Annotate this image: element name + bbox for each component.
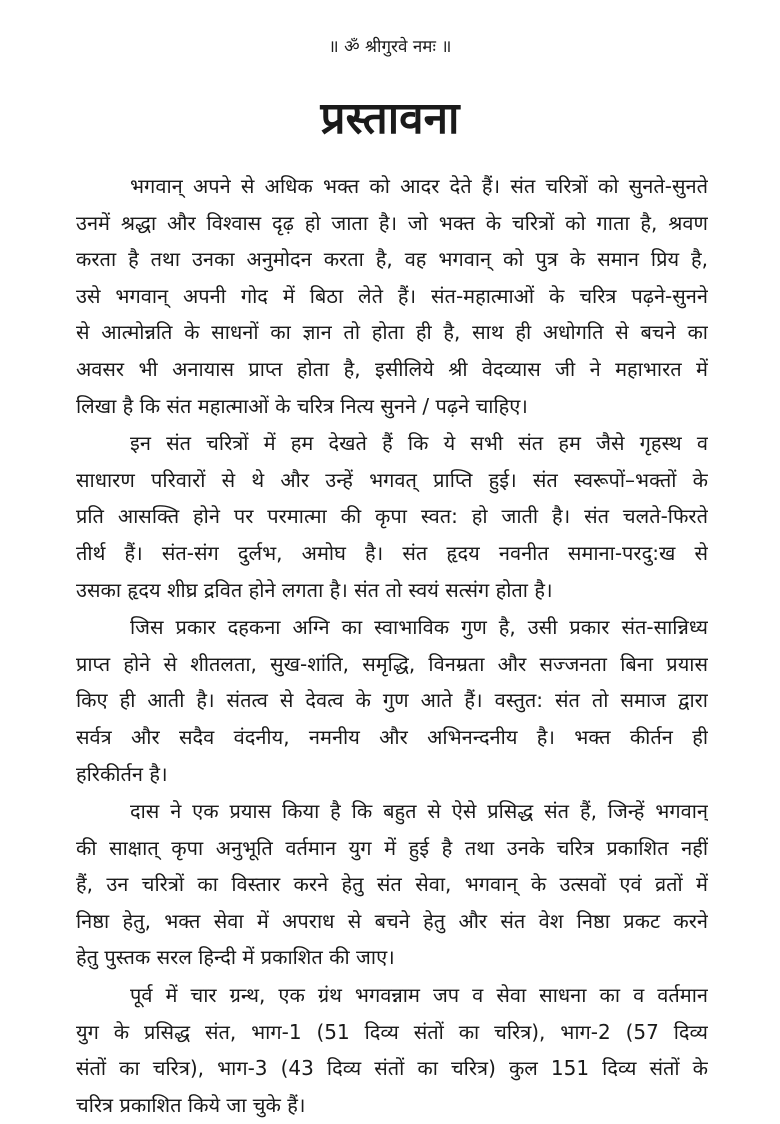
text-line: पूर्व में चार ग्रन्थ, एक ग्रंथ भगवन्नाम जप व सेवा साधना का व वर्तमान [130, 983, 708, 1008]
text-line: लिखा है कि संत महात्माओं के चरित्र नित्य सुनने / पढ़ने चाहिए। [76, 393, 528, 418]
text-line: साधारण परिवारों से थे और उन्हें भगवत् प्राप्ति हुई। संत स्वरूपों–भक्तों के [76, 467, 708, 492]
text-line: प्रति आसक्ति होने पर परमात्मा की कृपा स्वत: हो जाती है। संत चलते-फिरते [76, 504, 708, 529]
text-line: जिस प्रकार दहकना अग्नि का स्वाभाविक गुण है, उसी प्रकार संत-सान्निध्य [130, 615, 708, 640]
paragraph [76, 609, 708, 792]
text-line: उसका हृदय शीघ्र द्रवित होने लगता है। संत तो स्वयं सत्संग होता है। [76, 577, 553, 602]
text-line: उसे भगवान् अपनी गोद में बिठा लेते हैं। संत-महात्माओं के चरित्र पढ़ने-सुनने [76, 283, 708, 308]
text-line: किए ही आती है। संतत्व से देवत्व के गुण आते हैं। वस्तुत: संत तो समाज द्वारा [76, 688, 708, 713]
paragraph [76, 168, 708, 424]
text-line: युग के प्रसिद्ध संत, भाग-1 (51 दिव्य संतों का चरित्र), भाग-2 (57 दिव्य [76, 1019, 708, 1044]
text-line: अवसर भी अनायास प्राप्त होता है, इसीलिये श्री वेदव्यास जी ने महाभारत में [76, 356, 708, 381]
text-line: हेतु पुस्तक सरल हिन्दी में प्रकाशित की जाए। [76, 945, 395, 970]
text-line: प्राप्त होने से शीतलता, सुख-शांति, समृद्धि, विनम्रता और सज्जनता बिना प्रयास [76, 651, 708, 676]
text-line: चरित्र प्रकाशित किये जा चुके हैं। [76, 1092, 306, 1117]
text-line: भगवान् अपने से अधिक भक्त को आदर देते हैं। संत चरित्रों को सुनते-सुनते [130, 174, 708, 198]
paragraph [76, 793, 708, 976]
text-line: हैं, उन चरित्रों का विस्तार करने हेतु संत सेवा, भगवान् के उत्सवों एवं व्रतों में [76, 872, 708, 897]
paragraph [76, 977, 708, 1123]
body-text [76, 168, 708, 1124]
text-line: सर्वत्र और सदैव वंदनीय, नमनीय और अभिनन्दनीय है। भक्त कीर्तन ही [76, 724, 708, 749]
text-line: दास ने एक प्रयास किया है कि बहुत से ऐसे प्रसिद्ध संत हैं, जिन्हें भगवान् [130, 799, 708, 824]
text-line: उनमें श्रद्धा और विश्वास दृढ़ हो जाता है। जो भक्त के चरित्रों को गाता है, श्रवण [76, 210, 708, 235]
text-line: तीर्थ हैं। संत-संग दुर्लभ, अमोघ है। संत हृदय नवनीत समाना-परदु:ख से [76, 540, 708, 565]
text-line: संतों का चरित्र), भाग-3 (43 दिव्य संतों का चरित्र) कुल 151 दिव्य संतों के [76, 1056, 708, 1081]
text-line: निष्ठा हेतु, भक्त सेवा में अपराध से बचने हेतु और संत वेश निष्ठा प्रकट करने [76, 908, 708, 933]
text-line: से आत्मोन्नति के साधनों का ज्ञान तो होता ही है, साथ ही अधोगति से बचने का [76, 320, 708, 345]
page-title: प्रस्तावना [320, 93, 460, 144]
text-line: हरिकीर्तन है। [76, 761, 168, 786]
invocation-header: ॥ ॐ श्रीगुरवे नमः ॥ [328, 37, 452, 57]
text-line: की साक्षात् कृपा अनुभूति वर्तमान युग में हुई है तथा उनके चरित्र प्रकाशित नहीं [76, 835, 708, 860]
text-line: करता है तथा उनका अनुमोदन करता है, वह भगवान् को पुत्र के समान प्रिय है, [76, 247, 708, 272]
text-line: इन संत चरित्रों में हम देखते हैं कि ये सभी संत हम जैसे गृहस्थ व [130, 431, 708, 456]
paragraph [76, 425, 708, 608]
